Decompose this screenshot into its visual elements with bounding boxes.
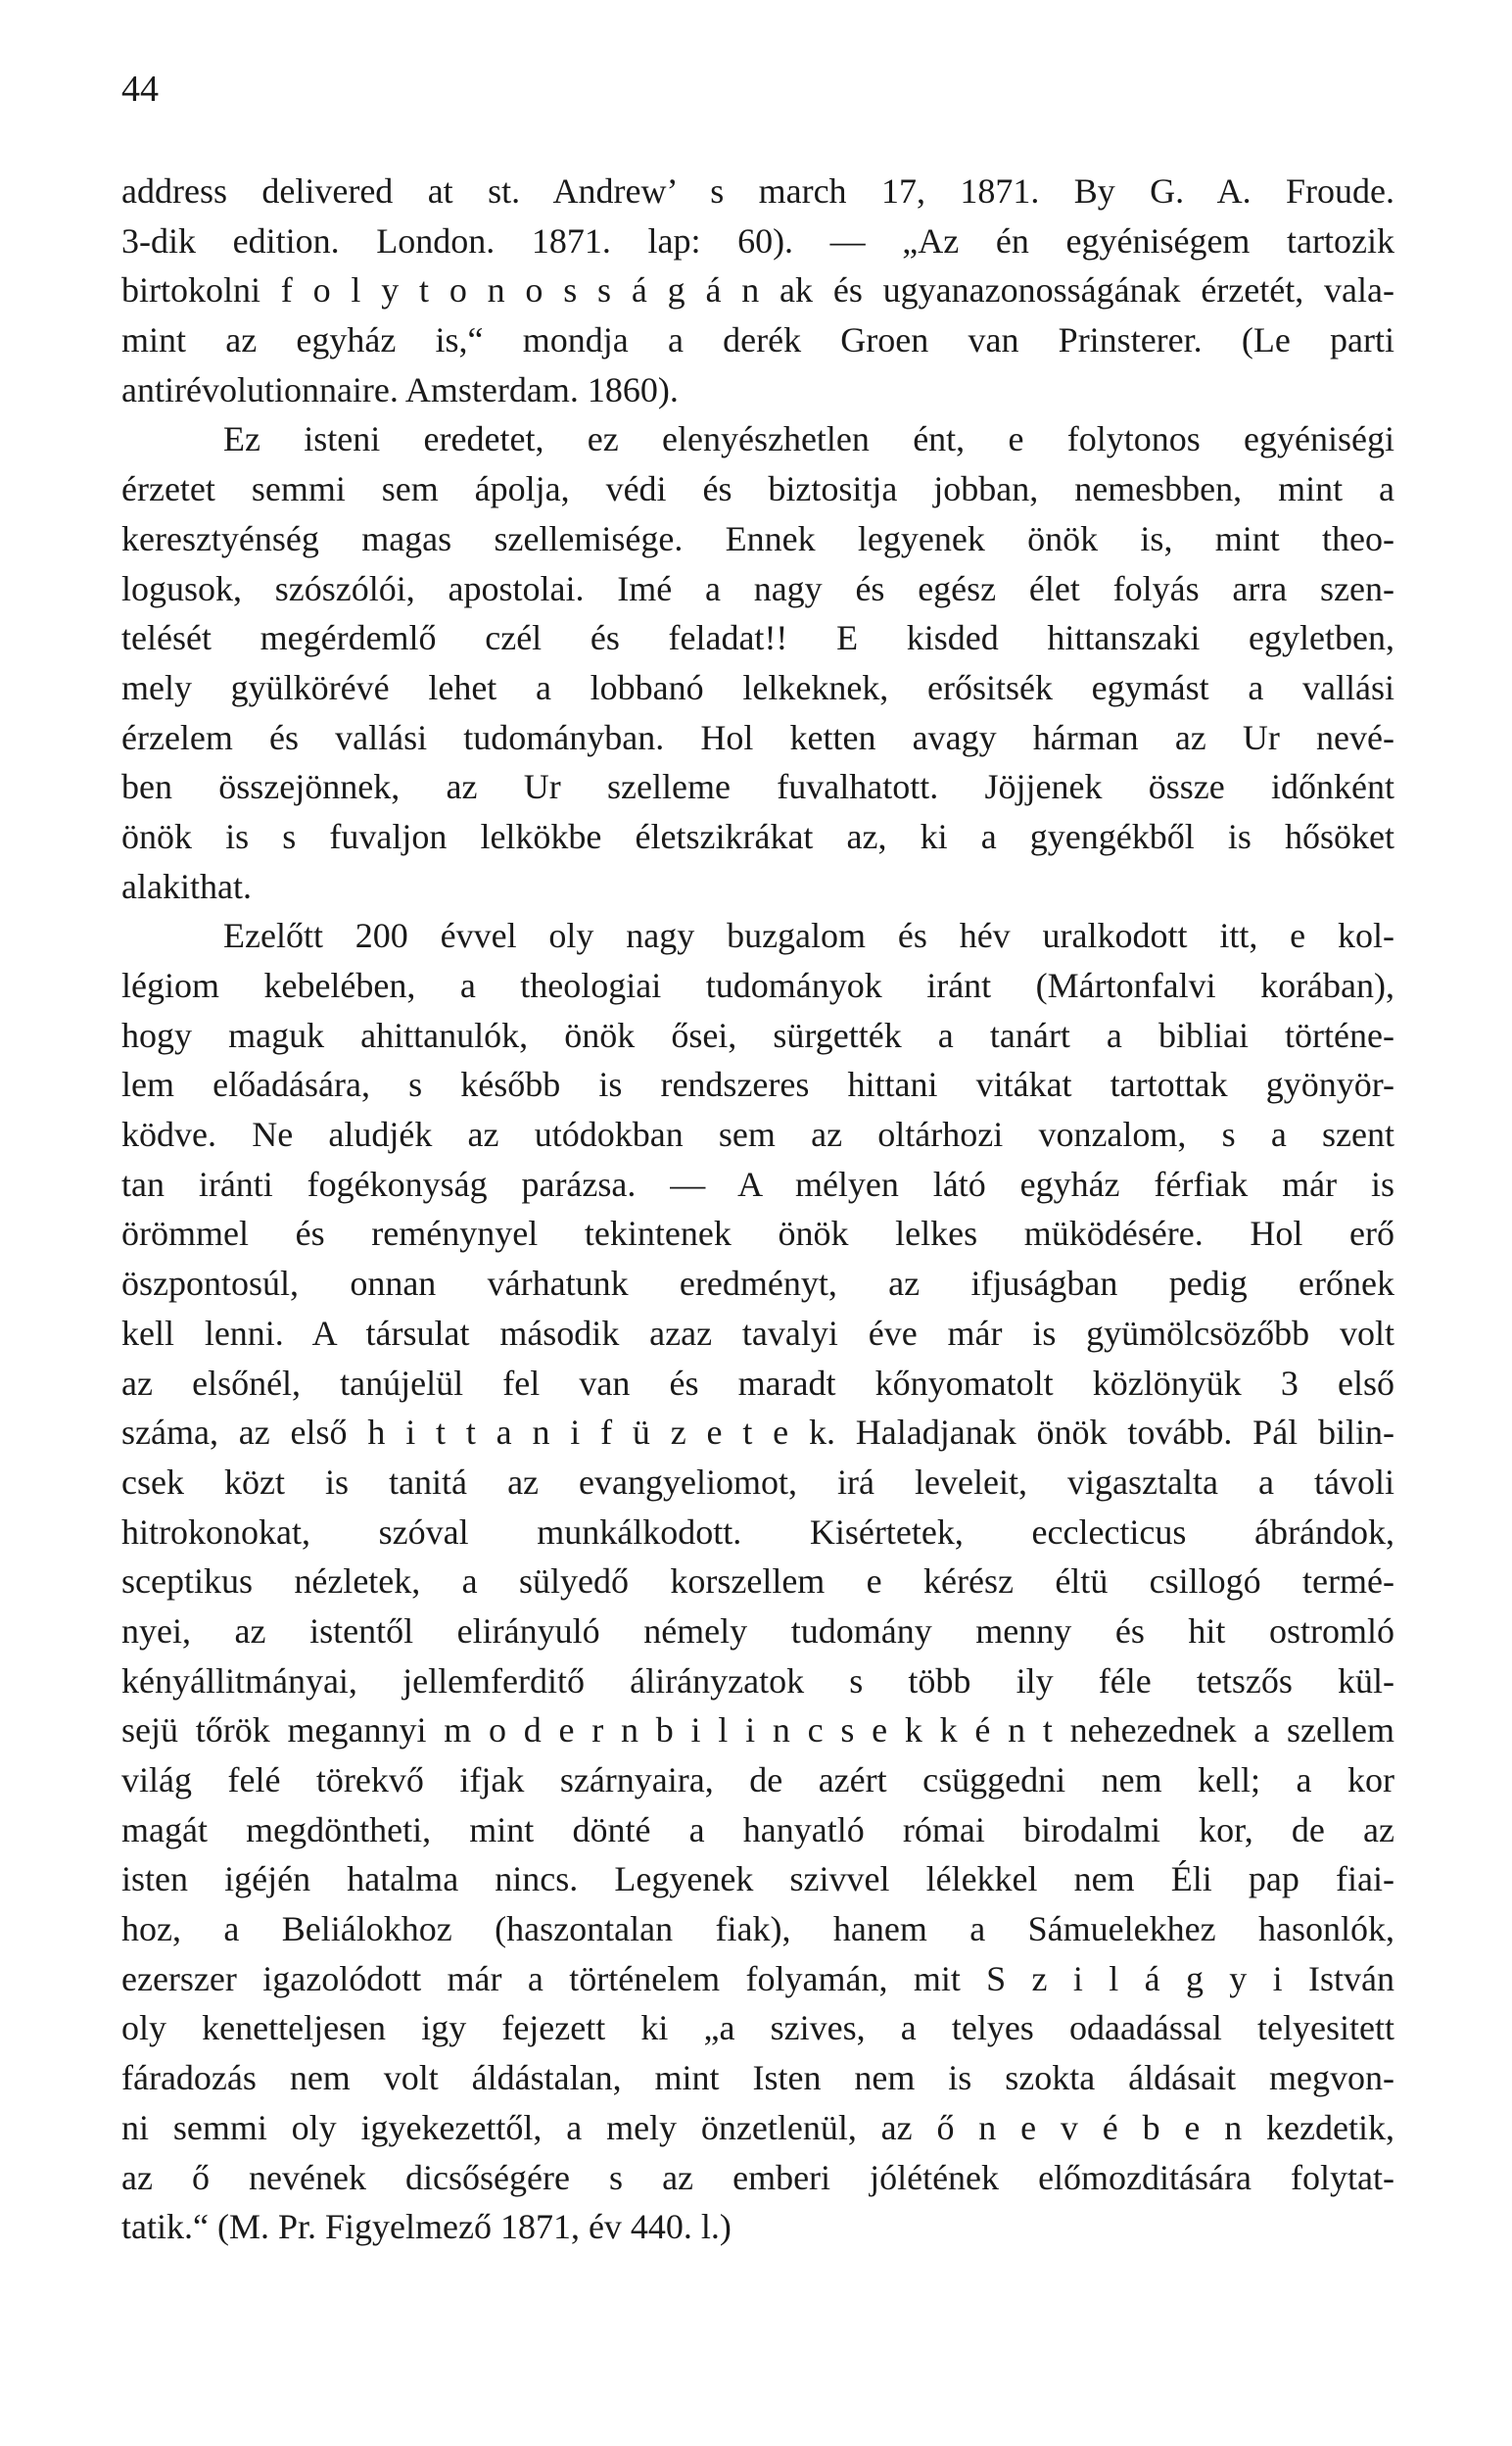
text-line: ködve. Ne aludjék az utódokban sem az oltárhozi vonzalom, s a szent bbox=[121, 1115, 1394, 1155]
text-line: kényállitmányai, jellemferditő álirányzatok s több ily féle tetszős kül- bbox=[121, 1660, 1394, 1701]
text-line: az ő nevének dicsőségére s az emberi jólétének előmozditására folytat- bbox=[121, 2157, 1394, 2197]
text-line: légiom kebelében, a theologiai tudományok iránt (Mártonfalvi korában), bbox=[121, 966, 1394, 1005]
text-line: keresztyénség magas szellemisége. Ennek legyenek önök is, mint theo- bbox=[121, 518, 1394, 558]
text-line: alakithat. bbox=[121, 866, 252, 906]
text-line: érzetet semmi sem ápolja, védi és biztositja jobban, nemesbben, mint a bbox=[121, 469, 1394, 509]
text-line: csek közt is tanitá az evangyeliomot, irá leveleit, vigasztalta a távoli bbox=[121, 1462, 1394, 1502]
text-line: address delivered at st. Andrew’ s march 17, 1871. By G. A. Froude. bbox=[121, 171, 1394, 211]
text-line: isten igéjén hatalma nincs. Legyenek szivvel lélekkel nem Éli pap fiai- bbox=[121, 1859, 1394, 1899]
text-line: logusok, szószólói, apostolai. Imé a nagy és egész élet folyás arra szen- bbox=[121, 568, 1394, 608]
text-line: oly kenetteljesen igy fejezett ki „a szives, a telyes odaadással telyesitett bbox=[121, 2008, 1394, 2048]
text-line: hoz, a Beliálokhoz (haszontalan fiak), hanem a Sámuelekhez hasonlók, bbox=[121, 1909, 1394, 1949]
text-line: ezerszer igazolódott már a történelem folyamán, mit S z i l á g y i István bbox=[121, 1958, 1394, 1998]
text-line: telését megérdemlő czél és feladat!! E kisded hittanszaki egyletben, bbox=[121, 618, 1394, 658]
text-line: száma, az első h i t t a n i f ü z e t e k. Haladjanak önök tovább. Pál bilin- bbox=[121, 1413, 1394, 1453]
text-line: kell lenni. A társulat második azaz tavalyi éve már is gyümölcsözőbb volt bbox=[121, 1313, 1394, 1353]
text-line: mely gyülkörévé lehet a lobbanó lelkeknek, erősitsék egymást a vallási bbox=[121, 667, 1394, 707]
text-line: érzelem és vallási tudományban. Hol ketten avagy hárman az Ur nevé- bbox=[121, 717, 1394, 757]
text-line: sceptikus nézletek, a sülyedő korszellem e kérész éltü csillogó termé- bbox=[121, 1561, 1394, 1602]
text-line: tatik.“ (M. Pr. Figyelmező 1871, év 440. l.) bbox=[121, 2207, 732, 2247]
text-line: fáradozás nem volt áldástalan, mint Isten nem is szokta áldásait megvon- bbox=[121, 2058, 1394, 2098]
text-line: örömmel és reménynyel tekintenek önök lelkes müködésére. Hol erő bbox=[121, 1214, 1394, 1254]
page-body-text bbox=[121, 167, 1394, 2252]
text-line: Ez isteni eredetet, ez elenyészhetlen ént, e folytonos egyéniségi bbox=[223, 419, 1394, 459]
text-line: ni semmi oly igyekezettől, a mely önzetlenül, az ő n e v é b e n kezdetik, bbox=[121, 2107, 1394, 2147]
text-line: magát megdöntheti, mint dönté a hanyatló római birodalmi kor, de az bbox=[121, 1809, 1394, 1849]
text-line: mint az egyház is,“ mondja a derék Groen van Prinsterer. (Le parti bbox=[121, 320, 1394, 360]
page-number: 44 bbox=[121, 69, 159, 110]
text-line: öszpontosúl, onnan várhatunk eredményt, az ifjuságban pedig erőnek bbox=[121, 1264, 1394, 1304]
text-line: 3-dik edition. London. 1871. lap: 60). — „Az én egyéniségem tartozik bbox=[121, 220, 1394, 261]
text-line: hogy maguk ahittanulók, önök ősei, sürgették a tanárt a bibliai történe- bbox=[121, 1015, 1394, 1055]
text-line: ben összejönnek, az Ur szelleme fuvalhatott. Jöjjenek össze időnként bbox=[121, 767, 1394, 807]
text-line: hitrokonokat, szóval munkálkodott. Kisértetek, ecclecticus ábrándok, bbox=[121, 1511, 1394, 1552]
text-line: Ezelőtt 200 évvel oly nagy buzgalom és hév uralkodott itt, e kol- bbox=[223, 916, 1394, 956]
text-line: önök is s fuvaljon lelkökbe életszikrákat az, ki a gyengékből is hősöket bbox=[121, 816, 1394, 856]
text-line: sejü tőrök megannyi m o d e r n b i l i n c s e k k é n t nehezednek a szellem bbox=[121, 1710, 1394, 1751]
text-line: nyei, az istentől elirányuló némely tudomány menny és hit ostromló bbox=[121, 1610, 1394, 1651]
text-line: birtokolni f o l y t o n o s s á g á n ak és ugyanazonosságának érzetét, vala- bbox=[121, 270, 1394, 311]
text-line: az elsőnél, tanújelül fel van és maradt kőnyomatolt közlönyük 3 első bbox=[121, 1363, 1394, 1403]
text-line: világ felé törekvő ifjak szárnyaira, de azért csüggedni nem kell; a kor bbox=[121, 1760, 1394, 1799]
text-line: antirévolutionnaire. Amsterdam. 1860). bbox=[121, 369, 679, 409]
text-line: lem előadására, s később is rendszeres hittani vitákat tartottak gyönyör- bbox=[121, 1065, 1394, 1105]
text-line: tan iránti fogékonyság parázsa. — A mélyen látó egyház férfiak már is bbox=[121, 1164, 1394, 1204]
